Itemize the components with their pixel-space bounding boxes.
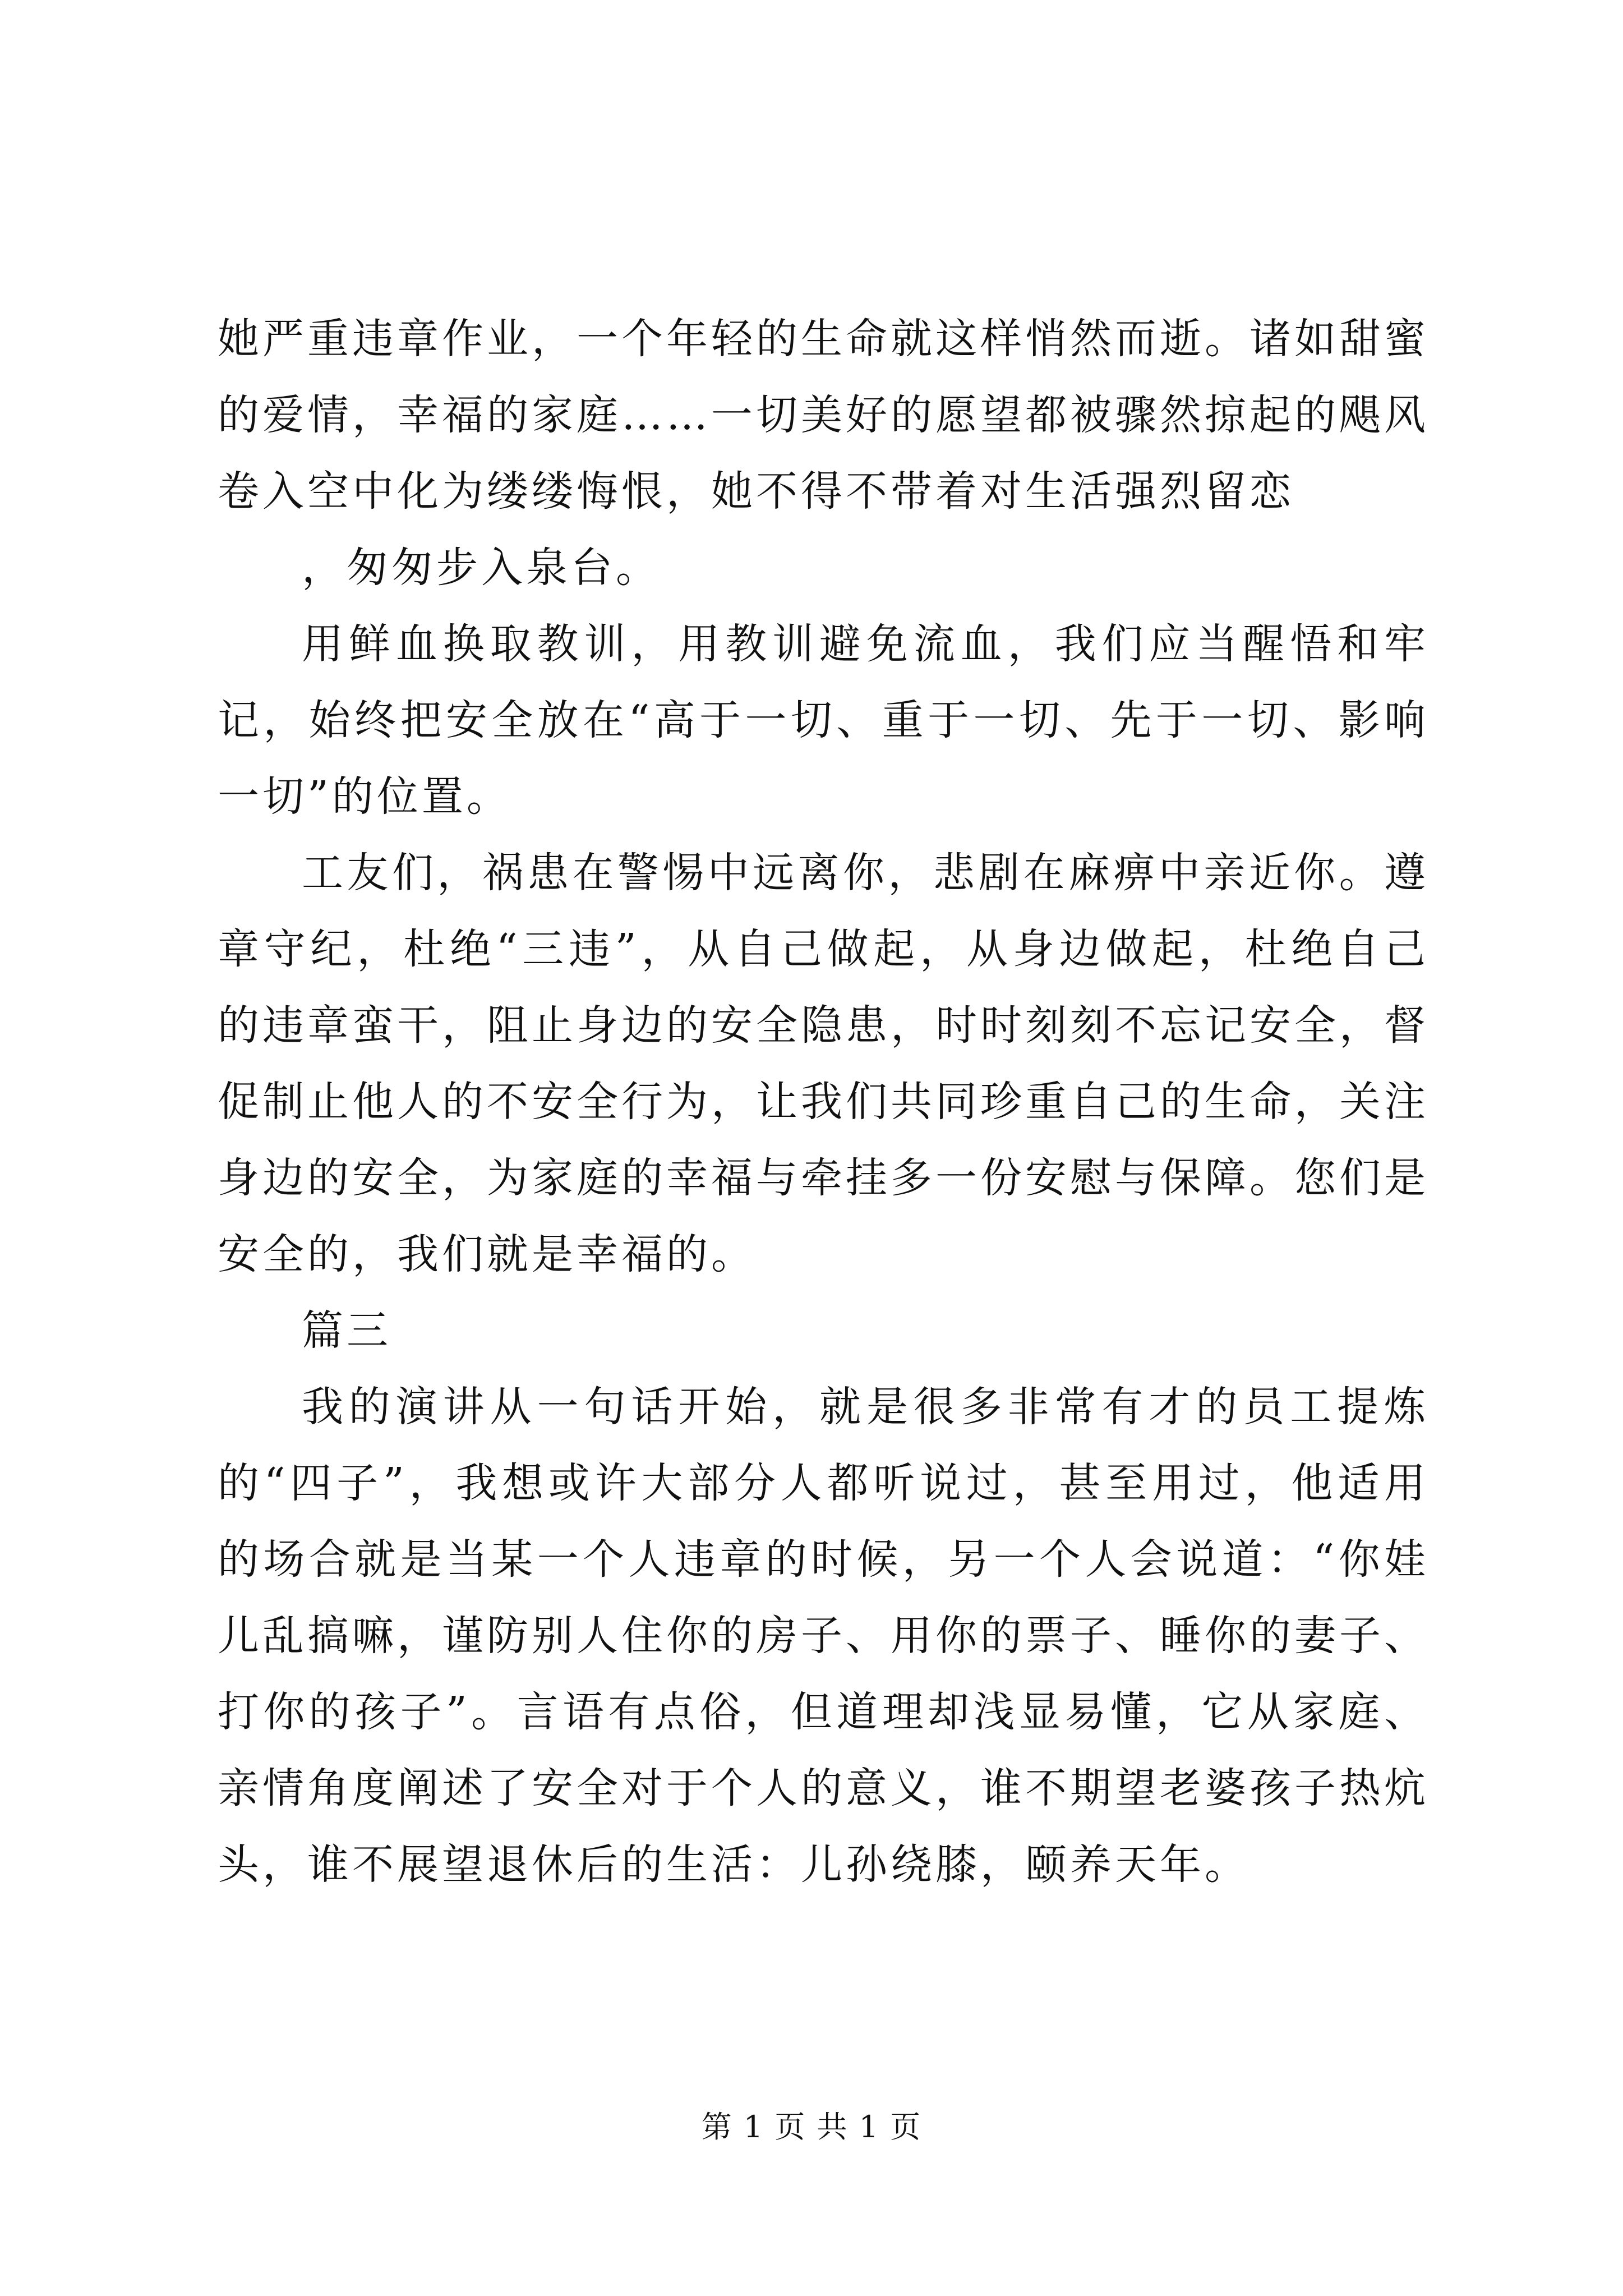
paragraph-continuation: 她严重违章作业，一个年轻的生命就这样悄然而逝。诸如甜蜜的爱情，幸福的家庭……一切美好的愿望都被骤然掠起的飓风卷入空中化为缕缕悔恨，她不得不带着对生活强烈留恋 — [218, 315, 1429, 516]
section-heading: 篇三 — [302, 1306, 391, 1355]
paragraph-lesson: 用鲜血换取教训，用教训避免流血，我们应当醒悟和牢记，始终把安全放在“高于一切、重于一切、先于一切、影响一切”的位置。 — [218, 620, 1429, 821]
paragraph-coworkers: 工友们，祸患在警惕中远离你，悲剧在麻痹中亲近你。遵章守纪，杜绝“三违”，从自己做起，从身边做起，杜绝自己的违章蛮干，阻止身边的安全隐患，时时刻刻不忘记安全，督促制止他人的不安全行为，让我们共同珍重自己的生命，关注身边的安全，为家庭的幸福与牵挂多一份安慰与保障。您们是安全的，我们就是幸福的。 — [218, 849, 1429, 1278]
document-body — [218, 301, 1429, 1903]
page-footer: 第 1 页 共 1 页 — [701, 2109, 922, 2145]
paragraph-speech: 我的演讲从一句话开始，就是很多非常有才的员工提炼的“四子”，我想或许大部分人都听说过，甚至用过，他适用的场合就是当某一个人违章的时候，另一个人会说道：“你娃儿乱搞嘛，谨防别人住你的房子、用你的票子、睡你的妻子、打你的孩子”。言语有点俗，但道理却浅显易懂，它从家庭、亲情角度阐述了安全对于个人的意义，谁不期望老婆孩子热炕头，谁不展望退休后的生活：儿孙绕膝，颐养天年。 — [218, 1383, 1429, 1889]
paragraph-fragment: ，匆匆步入泉台。 — [302, 544, 661, 592]
